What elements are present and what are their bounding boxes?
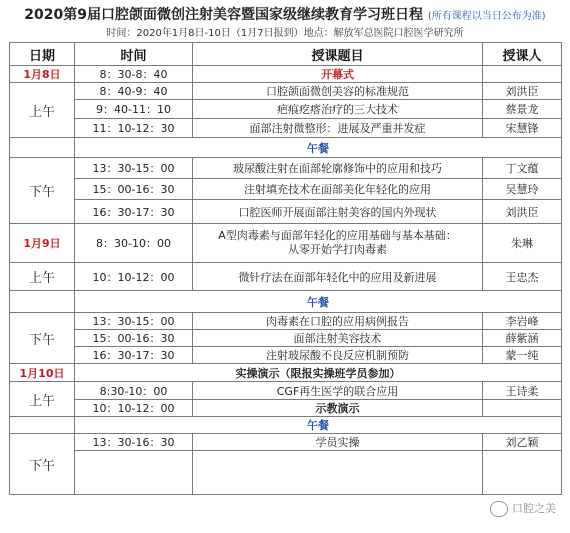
col-header-date: 日期 <box>10 43 75 66</box>
topic-cell: 示教演示 <box>193 400 483 417</box>
period-morning: 上午 <box>10 83 75 138</box>
topic-cell: 注射填充技术在面部美化年轻化的应用 <box>193 179 483 200</box>
table-row <box>10 451 562 495</box>
lunch-label: 午餐 <box>75 138 562 158</box>
table-row <box>10 100 562 119</box>
speaker-cell: 朱琳 <box>483 224 562 263</box>
topic-cell: 口腔颌面微创美容的标准规范 <box>193 83 483 100</box>
topic-line-1: A型肉毒素与面部年轻化的应用基础与基本基础： <box>218 229 457 242</box>
opening-ceremony: 开幕式 <box>193 66 483 83</box>
col-header-time: 时间 <box>75 43 193 66</box>
topic-cell: 肉毒素在口腔的应用病例报告 <box>193 313 483 330</box>
time-cell: 13：30-15：00 <box>75 158 193 179</box>
time-cell: 9：40-11：10 <box>75 100 193 119</box>
table-row <box>10 200 562 224</box>
speaker-cell: 蔡景龙 <box>483 100 562 119</box>
table-row <box>10 66 562 83</box>
topic-cell: 注射玻尿酸不良反应机制预防 <box>193 347 483 364</box>
table-header-row <box>10 43 562 66</box>
speaker-cell: 刘洪臣 <box>483 200 562 224</box>
date-cell: 1月10日 <box>10 364 75 382</box>
time-cell: 10：10-12：00 <box>75 400 193 417</box>
topic-cell: 面部注射微整形：进展及严重并发症 <box>193 119 483 138</box>
table-row <box>10 263 562 291</box>
topic-cell: 口腔医师开展面部注射美容的国内外现状 <box>193 200 483 224</box>
speaker-cell <box>483 400 562 417</box>
topic-cell <box>193 224 483 263</box>
title-text: 2020第9届口腔颌面微创注射美容暨国家级继续教育学习班日程 <box>24 7 424 23</box>
topic-cell: 疤痕疙瘩治疗的三大技术 <box>193 100 483 119</box>
speaker-cell: 蒙一纯 <box>483 347 562 364</box>
page-title <box>0 4 570 24</box>
table-row <box>10 83 562 100</box>
lunch-label: 午餐 <box>75 417 562 434</box>
period-afternoon: 下午 <box>10 434 75 495</box>
topic-cell: CGF再生医学的联合应用 <box>193 382 483 400</box>
watermark <box>490 500 556 517</box>
time-cell: 16：30-17：30 <box>75 347 193 364</box>
period-afternoon: 下午 <box>10 158 75 224</box>
table-row <box>10 400 562 417</box>
lunch-row <box>10 417 562 434</box>
time-cell: 15：00-16：30 <box>75 179 193 200</box>
topic-cell: 面部注射美容技术 <box>193 330 483 347</box>
practice-title: 实操演示（限报实操班学员参加） <box>75 364 562 382</box>
time-cell: 13：30-16：30 <box>75 434 193 451</box>
date-cell: 1月8日 <box>10 66 75 83</box>
lunch-label: 午餐 <box>75 291 562 313</box>
time-cell: 8：40-9：40 <box>75 83 193 100</box>
page-subtitle: 时间：2020年1月8日-10日（1月7日报到）地点：解放军总医院口腔医学研究所 <box>106 28 464 39</box>
schedule-table <box>9 42 562 495</box>
chat-bubble-icon <box>490 501 508 517</box>
period-afternoon: 下午 <box>10 313 75 364</box>
speaker-cell <box>483 66 562 83</box>
table-row <box>10 382 562 400</box>
time-cell: 8:30-10：00 <box>75 382 193 400</box>
col-header-topic: 授课题目 <box>193 43 483 66</box>
time-cell: 11：10-12：30 <box>75 119 193 138</box>
title-note: (所有课程以当日公布为准) <box>427 11 546 22</box>
time-cell: 8：30-10：00 <box>75 224 193 263</box>
speaker-cell: 王诗柔 <box>483 382 562 400</box>
table-row <box>10 330 562 347</box>
table-row <box>10 364 562 382</box>
speaker-cell: 李岩峰 <box>483 313 562 330</box>
lunch-row <box>10 291 562 313</box>
time-cell: 16：30-17：30 <box>75 200 193 224</box>
lunch-row <box>10 138 562 158</box>
topic-cell: 微针疗法在面部年轻化中的应用及新进展 <box>193 263 483 291</box>
topic-cell: 学员实操 <box>193 434 483 451</box>
time-cell: 13：30-15：00 <box>75 313 193 330</box>
time-cell: 8：30-8：40 <box>75 66 193 83</box>
speaker-cell: 薛紫涵 <box>483 330 562 347</box>
time-cell: 10：10-12：00 <box>75 263 193 291</box>
speaker-cell: 吴慧玲 <box>483 179 562 200</box>
col-header-speaker: 授课人 <box>483 43 562 66</box>
period-morning: 上午 <box>10 263 75 291</box>
period-morning: 上午 <box>10 382 75 417</box>
speaker-cell: 宋慧锋 <box>483 119 562 138</box>
speaker-cell: 丁文蕴 <box>483 158 562 179</box>
speaker-cell: 刘洪臣 <box>483 83 562 100</box>
table-row <box>10 179 562 200</box>
watermark-text: 口腔之美 <box>512 502 556 515</box>
table-row <box>10 313 562 330</box>
table-row <box>10 158 562 179</box>
date-cell: 1月9日 <box>10 224 75 263</box>
table-row <box>10 347 562 364</box>
table-row <box>10 224 562 263</box>
speaker-cell: 王忠杰 <box>483 263 562 291</box>
table-row <box>10 434 562 451</box>
table-row <box>10 119 562 138</box>
topic-cell: 玻尿酸注射在面部轮廓修饰中的应用和技巧 <box>193 158 483 179</box>
speaker-cell: 刘乙颖 <box>483 434 562 451</box>
time-cell: 15：00-16：30 <box>75 330 193 347</box>
topic-line-2: 从零开始学打肉毒素 <box>288 243 387 256</box>
